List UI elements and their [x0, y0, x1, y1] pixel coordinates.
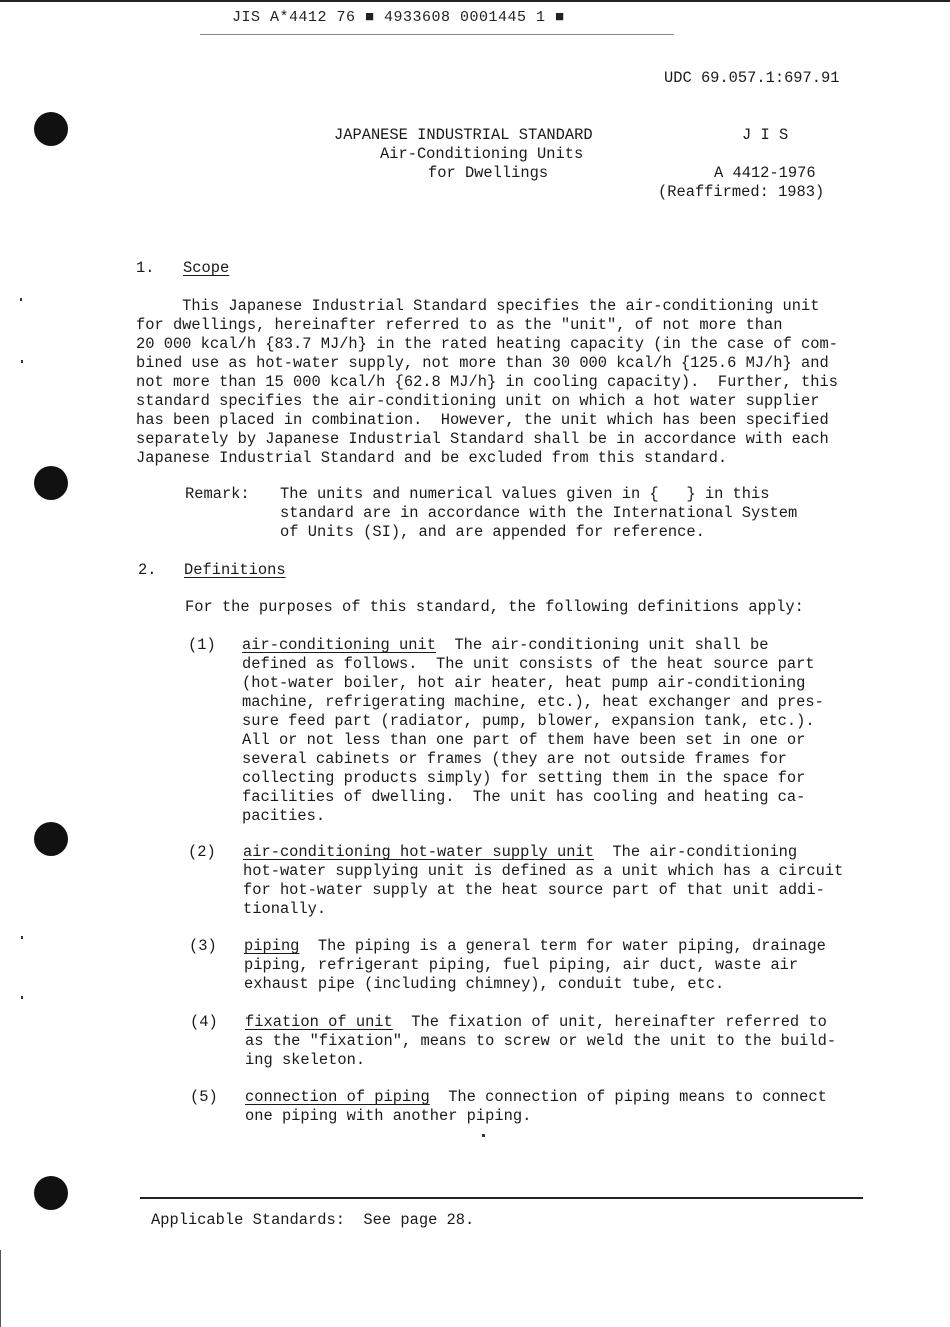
punch-hole: [34, 112, 68, 146]
definition-first-line: The connection of piping means to connect: [429, 1088, 827, 1106]
definition-text: piping, refrigerant piping, fuel piping, air duct, waste air exhaust pipe (including chimney), conduit tube, etc.: [244, 956, 799, 993]
definition-term: air-conditioning unit: [242, 636, 436, 654]
definition-term: air-conditioning hot-water supply unit: [243, 843, 594, 861]
definition-number: (5): [190, 1088, 218, 1106]
udc-number: UDC 69.057.1:697.91: [664, 69, 840, 87]
scan-header-code: JIS A*4412 76 ■ 4933608 0001445 1 ■: [232, 9, 565, 26]
definition-text: one piping with another piping.: [245, 1107, 532, 1125]
definition-text: hot-water supplying unit is defined as a unit which has a circuit for hot-water supply at the heat source part of that unit addi- tionally.: [243, 862, 844, 918]
definition-number: (4): [190, 1013, 218, 1031]
scan-top-edge: [0, 0, 950, 2]
punch-hole: [34, 1176, 68, 1210]
scan-speck: [21, 360, 23, 363]
section-1-heading: Scope: [183, 259, 230, 277]
definition-first-line: The fixation of unit, hereinafter referred to: [392, 1013, 827, 1031]
standard-org: JAPANESE INDUSTRIAL STANDARD: [334, 126, 593, 144]
definition-number: (1): [188, 636, 216, 654]
definition-first-line: The air-conditioning unit shall be: [435, 636, 769, 654]
applicable-standards-note: Applicable Standards: See page 28.: [151, 1211, 475, 1229]
reaffirmed-date: (Reaffirmed: 1983): [658, 183, 825, 201]
standard-number: A 4412-1976: [714, 164, 816, 182]
remark-label: Remark:: [185, 485, 250, 503]
punch-hole: [34, 822, 68, 856]
definition-first-line: The piping is a general term for water piping, drainage: [299, 937, 826, 955]
section-2-number: 2.: [138, 561, 157, 579]
remark-text: The units and numerical values given in { } in this standard are in accordance with the International System of Units (SI), and are appended for reference.: [280, 485, 798, 541]
scan-speck: [21, 996, 23, 999]
footer-rule: [140, 1197, 863, 1199]
definition-number: (3): [189, 937, 217, 955]
definition-text: defined as follows. The unit consists of the heat source part (hot-water boiler, hot air heater, heat pump air-conditioning machine, refrigerating machine, etc.), heat exchanger and pres- sure feed part (radiator, pump, blower, expansion tank, etc.). All or not less than one part of them have been set in one or several cabinets or frames (they are not outside frames for collecting products simply) for setting them in the space for facilities of dwelling. The unit has cooling and heating ca- pacities.: [242, 655, 824, 825]
section-2-heading: Definitions: [184, 561, 286, 579]
scan-speck: [20, 298, 22, 301]
scan-left-edge: [0, 1250, 1, 1327]
punch-hole: [34, 466, 68, 500]
section-1-number: 1.: [136, 259, 155, 277]
definition-text: as the "fixation", means to screw or weld the unit to the build- ing skeleton.: [245, 1032, 837, 1069]
definition-term: piping: [244, 937, 300, 955]
definition-term: connection of piping: [245, 1088, 430, 1106]
definition-number: (2): [188, 843, 216, 861]
scan-speck: [482, 1134, 485, 1137]
definition-term: fixation of unit: [245, 1013, 393, 1031]
scan-header-line: [200, 34, 674, 35]
document-subtitle: for Dwellings: [428, 164, 549, 182]
scope-paragraph: This Japanese Industrial Standard specifies the air-conditioning unit for dwellings, hereinafter referred to as the "unit", of not more than 20 000 kcal/h {83.7 MJ/h} in the rated heating capacity (in the case of com- bined use as hot-water supply, not more than 30 000 kcal/h {125.6 MJ/h} and not more than 15 000 kcal/h {62.8 MJ/h} in cooling capacity). Further, this standard specifies the air-conditioning unit on which a hot water supplier has been placed in combination. However, the unit which has been specified separately by Japanese Industrial Standard shall be in accordance with each Japanese Industrial Standard and be excluded from this standard.: [136, 297, 838, 467]
scan-speck: [21, 936, 23, 939]
document-title: Air-Conditioning Units: [380, 145, 584, 163]
definitions-intro: For the purposes of this standard, the following definitions apply:: [185, 598, 804, 616]
definition-first-line: The air-conditioning: [593, 843, 798, 861]
jis-mark: J I S: [742, 126, 789, 144]
